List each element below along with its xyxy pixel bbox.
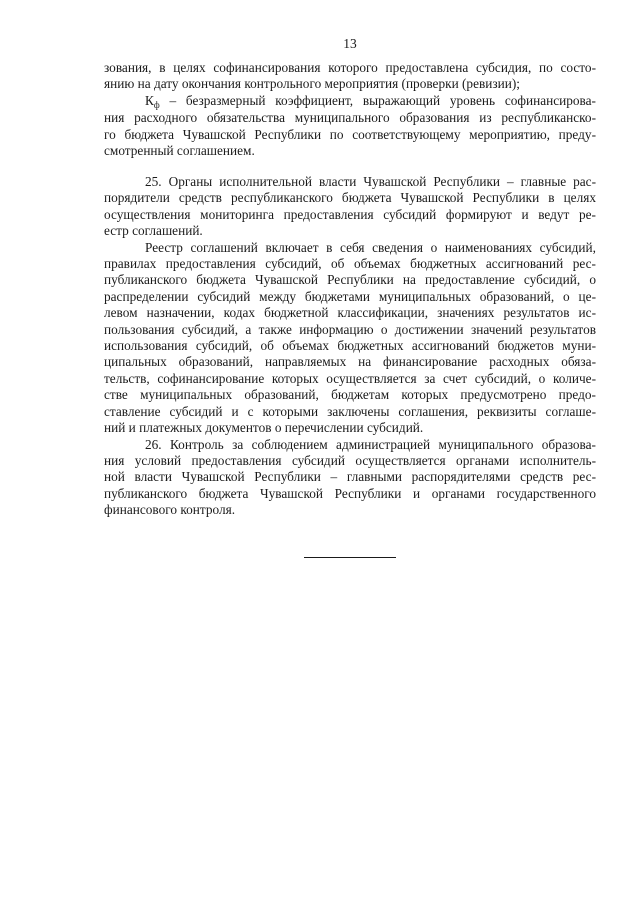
line-text: публиканского бюджета Чувашской Республики на предоставление субсидий, о xyxy=(104,272,596,288)
line-text: ния расходного обязательства муниципального образования из республиканско- xyxy=(104,110,596,126)
line-text: смотренный соглашением. xyxy=(104,143,255,159)
text-line xyxy=(104,256,596,272)
text-line xyxy=(104,127,596,143)
line-text: порядители средств республиканского бюджета Чувашской Республики в целях xyxy=(104,190,596,206)
line-text: левом назначении, кодах бюджетной классификации, значениях результатов ис- xyxy=(104,305,596,321)
line-text: ния условий предоставления субсидий осуществляется органами исполнитель- xyxy=(104,452,596,468)
text-block-sections-25-26 xyxy=(104,174,596,519)
text-line xyxy=(104,404,596,420)
text-line xyxy=(104,354,596,370)
line-text: го бюджета Чувашской Республики по соответствующему мероприятию, преду- xyxy=(104,126,596,142)
line-text: естр соглашений. xyxy=(104,223,203,239)
line-text: ний и платежных документов о перечислении субсидий. xyxy=(104,420,424,436)
text-line xyxy=(104,322,596,338)
text-line xyxy=(104,453,596,469)
text-line xyxy=(104,289,596,305)
coefficient-subscript: ф xyxy=(153,99,160,110)
line-text: ставление субсидий и с которыми заключены соглашения, реквизиты соглаше- xyxy=(104,403,596,419)
line-text: зования, в целях софинансирования которого предоставлена субсидия, по состо- xyxy=(104,60,596,75)
text-line xyxy=(104,174,596,190)
line-text: правилах предоставления субсидий, об объемах бюджетных ассигнований рес- xyxy=(104,256,596,272)
text-line xyxy=(104,60,596,76)
text-line xyxy=(104,93,596,110)
line-text: 25. Органы исполнительной власти Чувашской Республики – главные рас- xyxy=(145,174,596,189)
text-line xyxy=(104,240,596,256)
text-line xyxy=(104,76,596,92)
line-text: тельств, софинансирование которых осуществляется за счет субсидий, о количе- xyxy=(104,370,596,386)
text-line xyxy=(104,110,596,126)
page-number: 13 xyxy=(343,36,357,51)
text-line xyxy=(104,305,596,321)
line-text: стве муниципальных образований, бюджетам которых предусмотрено предо- xyxy=(104,387,596,403)
text-line xyxy=(104,437,596,453)
line-text: распределении субсидий между бюджетами муниципальных образований, о це- xyxy=(104,288,596,304)
coefficient-symbol: К xyxy=(145,92,154,108)
text-line xyxy=(104,371,596,387)
text-line xyxy=(104,143,596,159)
line-text: пользования субсидий, а также информацию о достижении значений результатов xyxy=(104,321,596,337)
line-text: ной власти Чувашской Республики – главными распорядителями средств рес- xyxy=(104,469,596,485)
text-line xyxy=(104,469,596,485)
line-text: ципальных образований, направляемых на финансирование расходных обяза- xyxy=(104,354,596,370)
text-line xyxy=(104,502,596,518)
text-line xyxy=(104,486,596,502)
line-text: финансового контроля. xyxy=(104,502,236,518)
line-text: публиканского бюджета Чувашской Республики и органами государственного xyxy=(104,485,596,501)
text-line xyxy=(104,338,596,354)
line-text: – безразмерный коэффициент, выражающий уровень софинансирова- xyxy=(159,92,596,108)
line-text: использования субсидий, об объемах бюджетных ассигнований бюджетов муни- xyxy=(104,338,596,354)
text-line xyxy=(104,190,596,206)
text-line xyxy=(104,420,596,436)
text-line xyxy=(104,272,596,288)
text-block-continuation xyxy=(104,60,596,159)
end-separator-line xyxy=(304,557,396,558)
line-text: осуществления мониторинга предоставления субсидий формируют и ведут ре- xyxy=(104,206,596,222)
text-line xyxy=(104,207,596,223)
line-text: 26. Контроль за соблюдением администрацией муниципального образова- xyxy=(145,436,596,452)
text-line xyxy=(104,387,596,403)
text-line xyxy=(104,223,596,239)
line-text: янию на дату окончания контрольного мероприятия (проверки (ревизии); xyxy=(104,76,520,92)
line-text: Реестр соглашений включает в себя сведения о наименованиях субсидий, xyxy=(145,239,596,255)
